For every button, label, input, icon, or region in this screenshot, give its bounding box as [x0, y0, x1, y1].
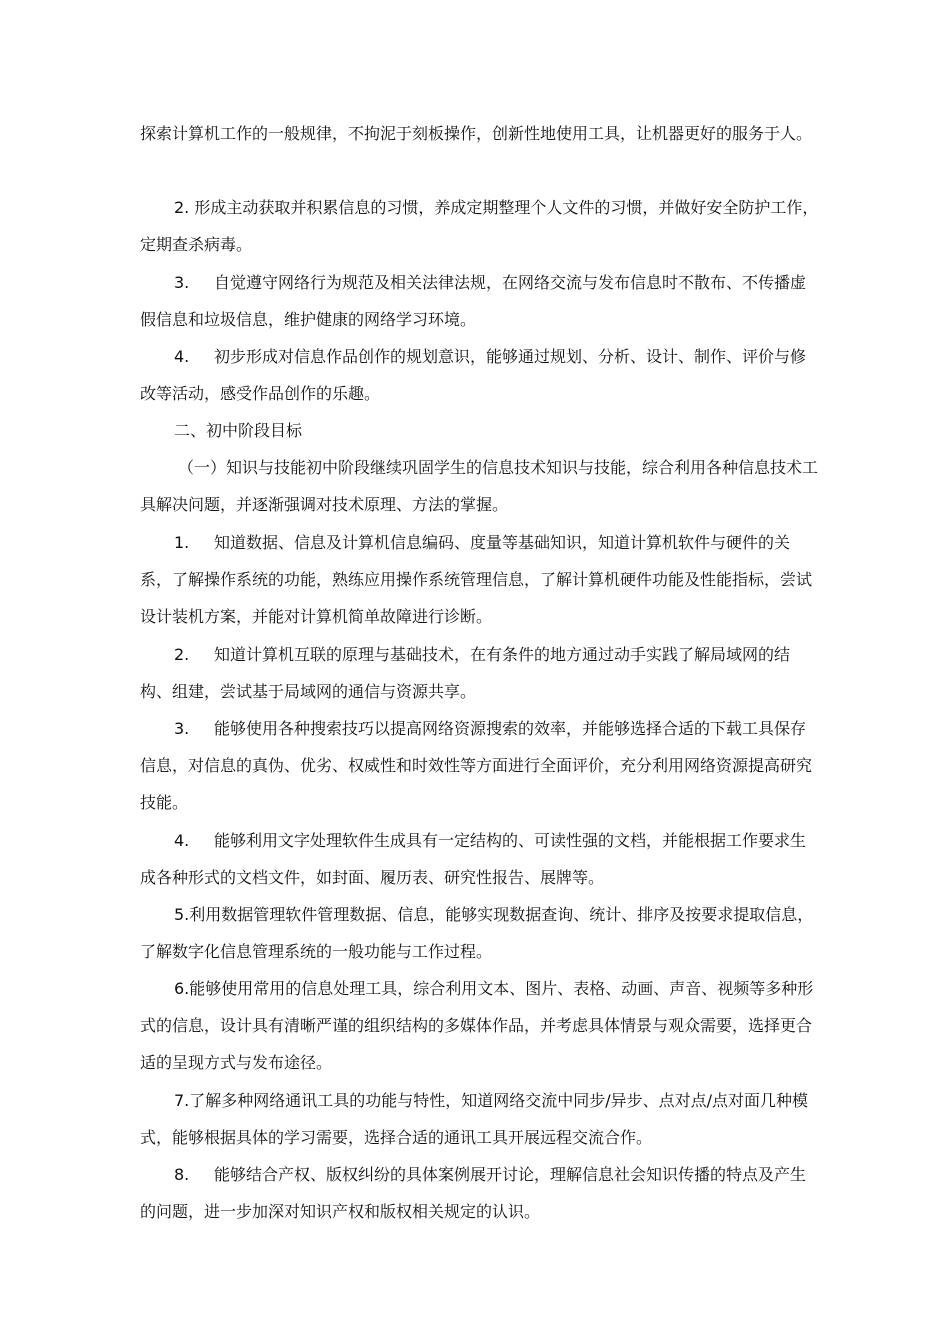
paragraph-text: 能够利用文字处理软件生成具有一定结构的、可读性强的文档，并能根据工作要求生成各种形式的文档文件，如封面、履历表、研究性报告、展牌等。 — [140, 831, 807, 887]
list-item-3 — [140, 710, 820, 821]
paragraph-continuation — [140, 115, 820, 152]
paragraph-text: 形成主动获取并积累信息的习惯，养成定期整理个人文件的习惯，并做好安全防护工作，定期查杀病毒。 — [140, 198, 819, 254]
paragraph-text: 能够使用常用的信息处理工具，综合利用文本、图片、表格、动画、声音、视频等多种形式的信息，设计具有清晰严谨的组织结构的多媒体作品，并考虑具体情景与观众需要，选择更合适的呈现方式与发布途径。 — [140, 979, 814, 1072]
paragraph-text: 利用数据管理软件管理数据、信息，能够实现数据查询、统计、排序及按要求提取信息，了解数字化信息管理系统的一般功能与工作过程。 — [140, 905, 814, 961]
list-number: 8. — [174, 1165, 190, 1184]
list-number: 4. — [174, 831, 190, 850]
list-number: 2. — [174, 198, 190, 217]
list-number: 2. — [174, 645, 190, 664]
list-item-3 — [140, 264, 820, 338]
section-heading — [140, 412, 820, 449]
list-number: 6. — [174, 979, 190, 998]
paragraph-text: 自觉遵守网络行为规范及相关法律法规，在网络交流与发布信息时不散布、不传播虚假信息和垃圾信息，维护健康的网络学习环境。 — [140, 273, 807, 329]
paragraph-text: 了解多种网络通讯工具的功能与特性，知道网络交流中同步/异步、点对点/点对面几种模式，能够根据具体的学习需要，选择合适的通讯工具开展远程交流合作。 — [140, 1091, 809, 1147]
list-number: 4. — [174, 347, 190, 366]
heading-text: 二、初中阶段目标 — [174, 421, 303, 440]
list-item-4 — [140, 338, 820, 412]
list-item-1 — [140, 524, 820, 635]
list-number: 3. — [174, 273, 190, 292]
section-intro — [140, 449, 820, 523]
list-item-5 — [140, 896, 820, 970]
list-item-2 — [140, 189, 820, 263]
paragraph-text: 探索计算机工作的一般规律，不拘泥于刻板操作，创新性地使用工具，让机器更好的服务于人。 — [140, 124, 813, 143]
list-item-8 — [140, 1156, 820, 1230]
paragraph-text: （一）知识与技能初中阶段继续巩固学生的信息技术知识与技能，综合利用各种信息技术工具解决问题，并逐渐强调对技术原理、方法的掌握。 — [140, 458, 819, 514]
list-item-7 — [140, 1082, 820, 1156]
paragraph-text: 初步形成对信息作品创作的规划意识，能够通过规划、分析、设计、制作、评价与修改等活动，感受作品创作的乐趣。 — [140, 347, 807, 403]
list-item-2 — [140, 636, 820, 710]
list-number: 3. — [174, 719, 190, 738]
list-item-6 — [140, 970, 820, 1081]
paragraph-text: 知道计算机互联的原理与基础技术，在有条件的地方通过动手实践了解局域网的结构、组建，尝试基于局域网的通信与资源共享。 — [140, 645, 791, 701]
list-number: 5. — [174, 905, 190, 924]
list-number: 7. — [174, 1091, 190, 1110]
list-item-4 — [140, 822, 820, 896]
paragraph-text: 能够使用各种搜索技巧以提高网络资源搜索的效率，并能够选择合适的下载工具保存信息，对信息的真伪、优劣、权威性和时效性等方面进行全面评价，充分利用网络资源提高研究技能。 — [140, 719, 813, 812]
paragraph-text: 知道数据、信息及计算机信息编码、度量等基础知识，知道计算机软件与硬件的关系，了解操作系统的功能，熟练应用操作系统管理信息，了解计算机硬件功能及性能指标，尝试设计装机方案，并能对计算机简单故障进行诊断。 — [140, 533, 813, 626]
paragraph-text: 能够结合产权、版权纠纷的具体案例展开讨论，理解信息社会知识传播的特点及产生的问题，进一步加深对知识产权和版权相关规定的认识。 — [140, 1165, 807, 1221]
list-number: 1. — [174, 533, 190, 552]
